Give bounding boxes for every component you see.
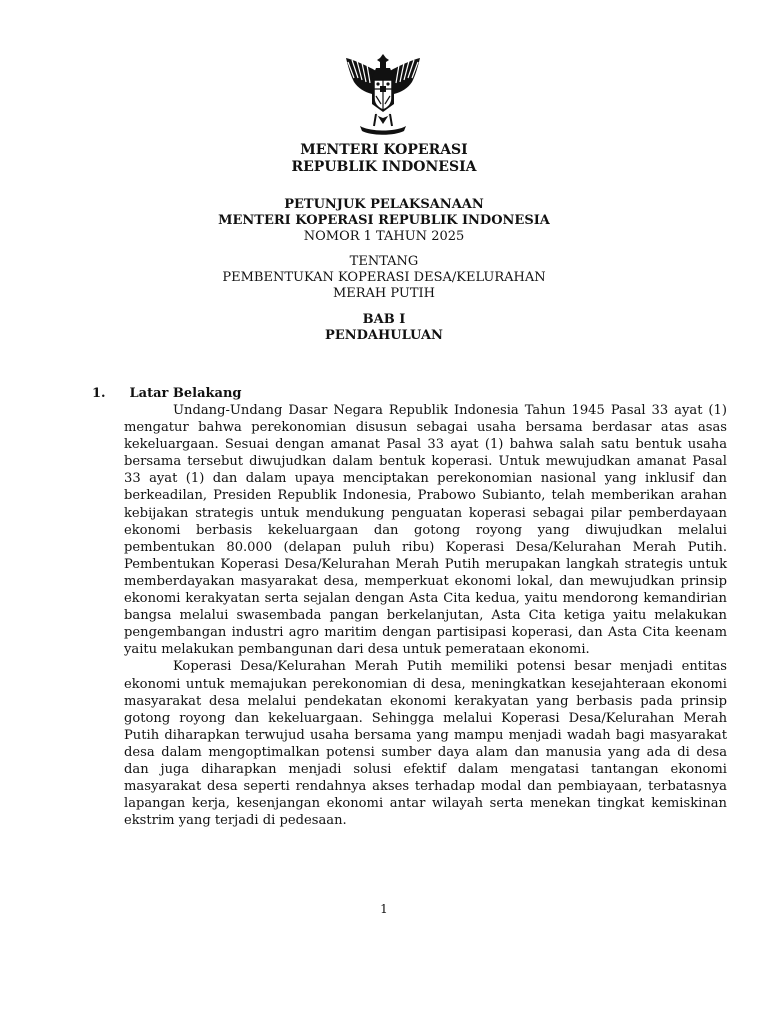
section-heading (92, 386, 242, 402)
paragraph: Undang-Undang Dasar Negara Republik Indonesia Tahun 1945 Pasal 33 ayat (1) mengatur bahwa perekonomian disusun sebagai usaha bersama berdasar atas asas kekeluargaan. Sesuai dengan amanat Pasal 33 ayat (1) bahwa salah satu bentuk usaha bersama tersebut diwujudkan dalam bentuk koperasi. Untuk mewujudkan amanat Pasal 33 ayat (1) dan dalam upaya menciptakan perekonomian nasional yang inklusif dan berkeadilan, Presiden Republik Indonesia, Prabowo Subianto, telah memberikan arahan kebijakan strategis untuk mendukung penguatan koperasi sebagai pilar pemberdayaan ekonomi berbasis kekeluargaan dan gotong royong yang diwujudkan melalui pembentukan 80.000 (delapan puluh ribu) Koperasi Desa/Kelurahan Merah Putih. Pembentukan Koperasi Desa/Kelurahan Merah Putih merupakan langkah strategis untuk memberdayakan masyarakat desa, memperkuat ekonomi lokal, dan mewujudkan prinsip ekonomi kerakyatan serta sejalan dengan Asta Cita kedua, yaitu mendorong kemandirian bangsa melalui swasembada pangan berkelanjutan, Asta Cita ketiga yaitu melakukan pengembangan industri agro maritim dengan partisipasi koperasi, dan Asta Cita keenam yaitu melakukan pembangunan dari desa untuk pemerataan ekonomi. (124, 403, 727, 658)
document-subject (0, 254, 768, 302)
chapter-heading (0, 312, 768, 344)
title-line-3: NOMOR 1 TAHUN 2025 (303, 229, 465, 244)
issuer-line-2: REPUBLIK INDONESIA (291, 159, 477, 175)
section-number: 1. (92, 386, 106, 401)
title-line-2: MENTERI KOPERASI REPUBLIK INDONESIA (218, 213, 550, 228)
issuer-heading (0, 142, 768, 176)
chapter-number: BAB I (362, 312, 406, 327)
issuer-line-1: MENTERI KOPERASI (300, 142, 468, 158)
garuda-emblem-icon (340, 52, 426, 136)
subject-label: TENTANG (349, 254, 419, 269)
subject-line-1: PEMBENTUKAN KOPERASI DESA/KELURAHAN (222, 270, 546, 285)
paragraph: Koperasi Desa/Kelurahan Merah Putih memiliki potensi besar menjadi entitas ekonomi untuk memajukan perekonomian di desa, meningkatkan kesejahteraan ekonomi masyarakat desa melalui pendekatan ekonomi kerakyatan yang berbasis pada prinsip gotong royong dan kekeluargaan. Sehingga melalui Koperasi Desa/Kelurahan Merah Putih diharapkan terwujud usaha bersama yang mampu menjadi wadah bagi masyarakat desa dalam mengoptimalkan potensi sumber daya alam dan manusia yang ada di desa dan juga diharapkan menjadi solusi efektif dalam mengatasi tantangan ekonomi masyarakat desa seperti rendahnya akses terhadap modal dan pembiayaan, terbatasnya lapangan kerja, kesenjangan ekonomi antar wilayah serta menekan tingkat kemiskinan ekstrim yang terjadi di pedesaan. (124, 659, 727, 829)
subject-line-2: MERAH PUTIH (332, 286, 436, 301)
section-title: Latar Belakang (129, 386, 242, 401)
page-number: 1 (380, 902, 388, 916)
document-title (0, 197, 768, 245)
title-line-1: PETUNJUK PELAKSANAAN (284, 197, 484, 212)
chapter-title: PENDAHULUAN (325, 328, 443, 343)
section-body (124, 402, 727, 829)
